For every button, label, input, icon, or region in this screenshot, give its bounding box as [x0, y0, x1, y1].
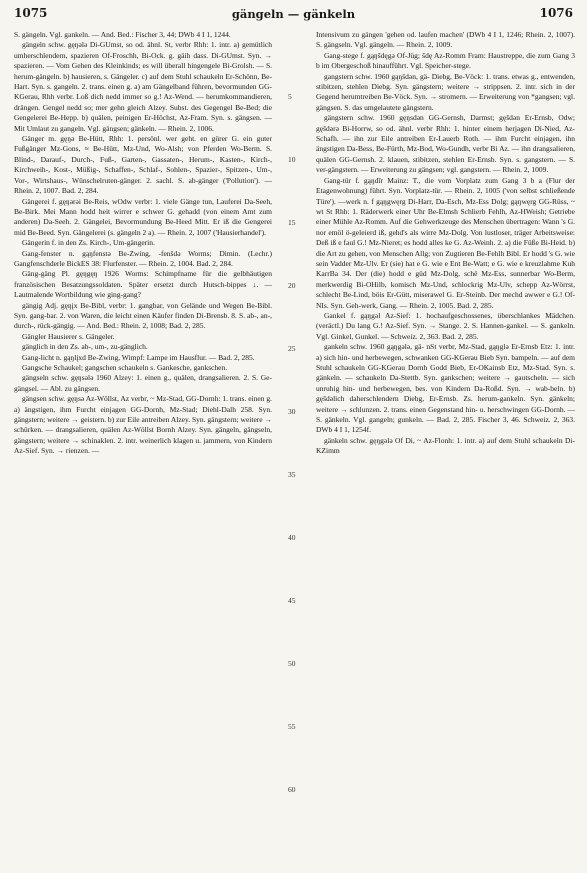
entry-text: gangstern schw. 1960 gąŋšdǝn, gä- Diebg, Be-Vöck: 1. trans. etwas g., entwenden, stibitzen, stehlen Diebg. Syn. gängstern; weitere → strippsen. 2. intr. sich in der Gegend herumtreiben Be-Vöck. Syn. → stromern. — Erweiterung von *gangsen; vgl. gängsen. S. das umgelautete gängstern. — [316, 71, 575, 112]
line-number: 55 — [288, 722, 296, 731]
right-column — [316, 30, 575, 457]
line-number: 5 — [288, 92, 292, 101]
line-number: 40 — [288, 533, 296, 542]
entry-text: gänkeln schw. gęŋgǝlǝ Of Di, ~ Az-Flonh: 1. intr. a) auf dem Stuhl schaukeln Di-KZimm — [316, 435, 575, 456]
running-title: gängeln — gänkeln — [231, 7, 356, 21]
entry-text: Gängler Hausierer s. Gängeler. — [22, 331, 115, 341]
entry-text: gängsen schw. gęŋsǝ Az-Wöllst, Az verbr, ~ Mz-Stad, GG-Dornh: 1. trans. einen g. a) ängstigen, ihm Furcht einjagen GG-Dornh, Mz-Stad; Diehl-Dalh 258. Syn. gängstern; weitere → geistern. b) zur Eile antreiben Alzey. Syn. gängstern; weitere → schürken. — drangsalieren, quälen Az-Wöllst Bornh Alzey. Syn. gängeln, gängseln, gängstern; weitere → schinaklen. 2. intr. weinerlich klagen u. jammern, von Kindern Az-Sief. Syn. → rienzen. — — [14, 394, 272, 456]
left-column — [14, 30, 272, 457]
line-number: 45 — [288, 596, 296, 605]
page-header — [14, 6, 573, 24]
page-number-left: 1075 — [14, 6, 48, 20]
entry-text: gänglich in den Zs. ab-, um-, zu-gänglich. — [22, 342, 148, 352]
entry-text: gankeln schw. 1960 gąŋgǝlǝ, gä- nSt verbr, Mz-Stad, gąŋglǝ Er-Ernsb Etz: 1. intr. a) sich hin- und herbewegen, schwanken GG-KGerau Bieb Syn. bampeln. — auf dem Stuhl schaukeln GG-KGerau Dornh Godd Bieb, Er-OKainsb Etz, Mz-Stad. Syn. s. gänkeln. — schaukeln Da-Stettb. Syn. gankschen; weitere → gautscheln. — sich unruhig hin- und herbewegen, bes. von Kindern Da-Roßd. Syn. → wab-beln. b) gęšdǝlich daherschlendern Diebg, Er-Ernsb. Zs. herum-gankeln. Syn. gänkeln; weitere → schlunzen. 2. trans. einen Gegenstand hin- u. herschwingen GG-Dornh. — S. gänkeln. Vgl. gangeln; gunkeln. — Bad. 2, 285. Fischer 3, 46. Schweiz. 2, 363. DWb 4 I 1, 1254f. — [316, 342, 575, 435]
entry-text: gängeln schw. gęŋǝlǝ Di-GUmst, so od. ähnl. St, verbr Rhh: 1. intr. a) gemütlich umherschlendern, spazieren Of-Froschh, Bi-Ock. g. gäih dass. Di-GUmst. Syn. → spazieren. — Vom Gehen des Kleinkinds; es will überall hingengele Bi-Grolsh. — S. herum-gängeln. b) hausieren, s. Gängeler. c) auf dem Stuhl schaukeln Er-Schönn, Be-Hart. Syn. s. gangeln. 2. trans. einen g. a) am Gängelband führen, bevormunden GG-KGerau, Rhh verbr. Loß dich nedd immer so g.! Az-Wend. — herumkommandieren, drängen. Gengel nedd so; mer gehn gleich Alzey. Subst. des Gegengel Be-Bed; die Gengelerei Be-Hepp. b) quälen, peinigen Er-Höchst, Az-Fram. Syn. s. gängsen. — Mit Umlaut zu gangeln. Vgl. gängsen; gänkeln. — Rhein. 2, 1006. — [14, 40, 272, 133]
entry-text: Gängerin f. in den Zs. Kirch-, Um-gängerin. — [22, 238, 155, 248]
entry-text: Gängerei f. gęŋǝrǝi Be-Reis, wOdw verbr: 1. viele Gänge tun, Lauferei Da-Seeh, Be-Birk. Mei Mann hodd heit wirrer e schwer G. gehadd (von einem Amt zum anderen) Da-Seeh. 2. Gängelei, Bevormundung Be-Heed Mitt. Er iß die Gengerei mid Be-Beed. Syn. Gängelerei (s. gängeln 2 a). — Rhein. 2, 1007 ('Hausierhandel'). — [14, 196, 272, 237]
entry-text: Gang-stege f. gąŋšdęgǝ Of-Jüg; šdę Az-Romm Fram: Haustreppe, die zum Gang 3 b im Obergeschoß hinaufführt. Vgl. Speicher-stege. — [316, 50, 575, 71]
entry-text: gängig Adj. gęŋįx Be-Bibl, verbr: 1. gangbar, von Gelände und Wegen Be-Bibl. Syn. gang-bar. 2. von Waren, die leicht einen Käufer finden Di-Brensb. 8. S. ab-, an-, durch-, rück-gängig. — And. Bed.: Rhein. 2, 1008; Bad. 2, 285. — [14, 300, 272, 331]
line-number: 30 — [288, 407, 296, 416]
entry-text: Gang-licht n. gąŋlįxd Be-Zwing, Wimpf: Lampe im Hausflur. — Bad. 2, 285. — [22, 352, 255, 362]
line-number: 60 — [288, 785, 296, 794]
entry-text: Gäng-gäng Pl. gęŋgęŋ 1926 Worms: Schimpfname für die gelbhäutigen französischen Besatzungssoldaten. Später ersetzt durch Hutsch-bippes ↓. — Lautmalende Wortbildung wie ging-gang? — [14, 269, 272, 300]
entry-text: Gänger m. gęŋǝ Be-Hütt, Rhh: 1. persönl. wer geht. en gürer G. ein guter Fußgänger Mz-Gons, ≈ Be-Hütt, Mz-Und, Wo-Alsh; von Pferden Wo-Berm. S. Blind-, Darauf-, Durch-, Fuß-, Garten-, Gassaten-, Herum-, Kasten-, Kirch-, Kirchweih-, Kost-, Müßig-, Schaffen-, Schlaf-, Sohlen-, Spazier-, Spitzen-, Um-, Vor-, Wirtshaus-, Wünschelruten-gänger. 2. sachl. S. ab-gänger ('Pollution'). — Rhein. 2, 1007. Bad. 2, 284. — [14, 134, 272, 196]
line-number: 25 — [288, 344, 296, 353]
entry-text: Gangsche Schaukel; gangschen schaukeln s. Gankesche, gankschen. — [22, 363, 228, 372]
entry-text: Intensivum zu gängen 'gehen od. laufen machen' (DWb 4 I 1, 1246; Rhein. 2, 1007). S. gängseln. Vgl. gängeln. — Rhein. 2, 1009. — [316, 30, 575, 50]
entry-text: gängseln schw. gęŋsǝlǝ 1960 Alzey: 1. einen g., quälen, drangsalieren. 2. S. Ge-gängsel. — Abl. zu gängsen. — [14, 373, 272, 393]
entry-text: S. gängeln. Vgl. gankeln. — And. Bed.: Fischer 3, 44; DWb 4 I 1, 1244. — [14, 30, 231, 39]
entry-text: Gankel f. gąŋgǝl Az-Sief: 1. hochaufgeschossenes, überschlankes Mädchen. (veräctl.) Du lang G.! Az-Sief. Syn. → Stange. 2. S. Hannen-gankel. — S. gankeln. Vgl. Ginkel, Gunkel. — Schweiz. 2, 363. Bad. 2, 285. — [316, 310, 575, 341]
line-number: 35 — [288, 470, 296, 479]
entry-text: Gang-tür f. gąŋdīr Mainz: T., die vom Vorplatz zum Gang 3 b a (Flur der Etagenwohnung) führt. Syn. Vorplatz-tür. — Rhein. 2, 1005 ('von selbst schließende Türe'). —werk n. f gąŋgwęrg Di-Harr, Da-Esch, Mz-Ess Dolg; gąŋwęrg GG-Rüss, ~ wt St Rhh: 1. Räderwerk einer Uhr Be-Elmsh Schlierb Fehlh, Az-HWeish; Getriebe einer Mühle Az-Romm. Auf die Gehwerkzeuge des Menschen übertragen: Wann 's G. nor emöl ö-geleierd iß, gehd's als wirre Mz-Dolg. Von lustloser, träger Arbeitsweise: Deß iß e faul G.! Mz-Nieret; es hodd alles ke G. Az-Weinh. 2. a) die Füße Bi-Heid. b) die Art zu gehen, von Menschen Allg; von Zugtieren Be-Fehlh Bibl. Er hodd 's G. wie sein Vadder Mz-Ulv. Er (sie) hat e G. wie e Ent Be-Watt; e G. wie e kreuzlahme Kuh KarrBa 34. Der (die) hodd e güd Mz-Dolg, schë Mz-Ess, sunnerbar Wo-Berm, merkwerdig Bi-OHilb, komisch Mz-Und, schlockrig Mz-Ulv, schepp Az-Wörrst, schlecht Be-Lind, böis Er-Gütt, miserawel G. Er-Steinb. Der mechd awwer e G.! Of-NIs. Syn. Geh-werk, Gang. — Rhein. 2, 1005. Bad. 2, 285. — [316, 175, 575, 310]
line-number: 10 — [288, 155, 296, 164]
line-number: 20 — [288, 281, 296, 290]
line-number: 50 — [288, 659, 296, 668]
page-number-right: 1076 — [539, 6, 573, 20]
line-number: 15 — [288, 218, 296, 227]
entry-text: Gang-fenster n. gąŋfenstǝ Be-Zwing, -fenšdǝ Worms; Dimin. (Lechr.) Gangfenschderle BickES 38: Flurfenster. — Rhein. 2, 1004. Bad. 2, 284. — [14, 248, 272, 268]
entry-text: gängstern schw. 1960 gęŋsdǝn GG-Gernsh, Darmst; gęšdǝn Er-Ernsb, Odw; gęšdǝrǝ Bi-Horrw, so od. ähnl. verbr Rhh: 1. hinter einem herjagen Di-Nied, Az-Schafh. — ihn zur Eile antreiben Er-Lauerb Roth. — ihm Furcht einjagen, ihn ängstigen Da-Bess, Be-Fürth, Mz-Bod, Wo-Gundh, verbr Bi Az. — ihn drangsalieren, quälen GG-Gernsh. 2. klauen, stibitzen, stehlen Er-Ernsb. Syn. s. gangstern. — S. ver-gängstern. — Erweiterung zu gängsen; vgl. gangstern. — Rhein. 2, 1009. — [316, 113, 575, 175]
